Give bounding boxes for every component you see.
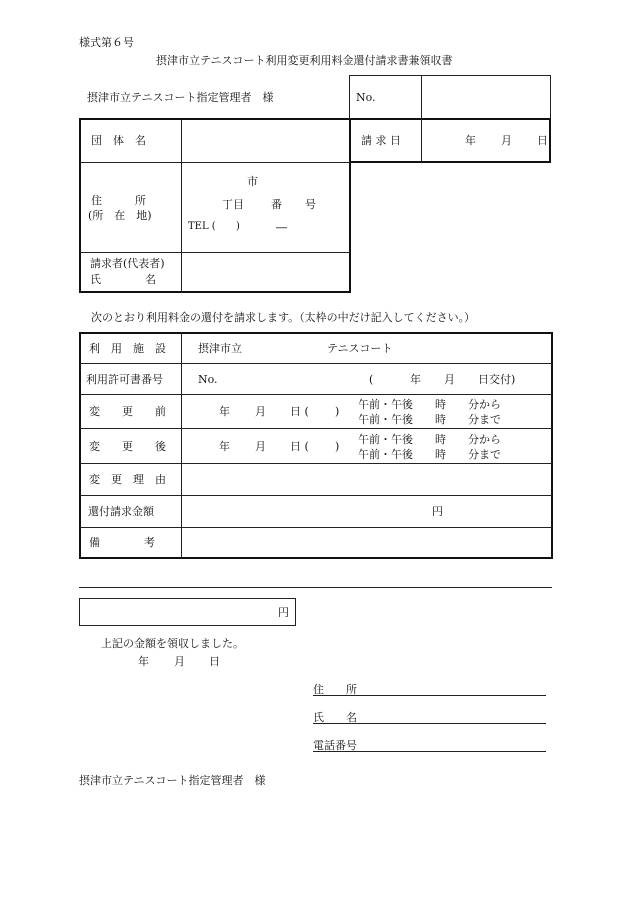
permit-year: 年 (410, 373, 421, 386)
before-label: 変 更 前 (89, 405, 166, 418)
address-label: 住 所 (91, 194, 146, 207)
before-month: 月 (255, 405, 266, 418)
after-day: 日 ( (290, 440, 309, 453)
address-chome: 丁目 (222, 198, 244, 211)
tel-label: TEL ( (188, 221, 216, 232)
request-date-label: 請 求 日 (361, 134, 401, 147)
footer-addressee: 摂津市立テニスコート指定管理者 様 (79, 774, 266, 787)
table-row-divider (80, 527, 552, 528)
before-time-to: 午前・午後 時 分まで (358, 413, 501, 426)
after-change-field[interactable] (183, 430, 552, 462)
table-row-divider (80, 463, 552, 464)
requester-name-field[interactable] (183, 254, 349, 291)
row-divider (80, 252, 350, 253)
receipt-address-label: 住 所 (313, 683, 357, 696)
addressee: 摂津市立テニスコート指定管理者 様 (87, 91, 274, 104)
receipt-address-line[interactable] (313, 695, 546, 696)
receipt-name-label: 氏 名 (313, 711, 357, 724)
before-close-paren: ) (335, 405, 340, 418)
receipt-phone-label: 電話番号 (313, 739, 357, 752)
facility-label: 利 用 施 設 (89, 342, 166, 355)
permit-open-paren: ( (369, 373, 374, 386)
before-time-from: 午前・午後 時 分から (358, 398, 501, 411)
table-row-divider (80, 394, 552, 395)
remarks-label: 備 考 (89, 536, 155, 549)
receipt-year: 年 (138, 655, 149, 668)
after-label: 変 更 後 (89, 440, 166, 453)
requester-label: 請求者(代表者) (90, 257, 165, 270)
permit-month: 月 (444, 373, 455, 386)
before-day: 日 ( (290, 405, 309, 418)
after-month: 月 (255, 440, 266, 453)
receipt-day: 日 (209, 655, 220, 668)
facility-field[interactable] (250, 335, 320, 362)
reason-field[interactable] (183, 465, 552, 494)
after-time-from: 午前・午後 時 分から (358, 433, 501, 446)
permit-number-field[interactable] (220, 366, 360, 392)
table-row-divider (80, 363, 552, 364)
amount-label: 還付請求金額 (88, 505, 154, 518)
receipt-statement: 上記の金額を領収しました。 (101, 637, 244, 650)
before-year: 年 (219, 405, 230, 418)
group-name-field[interactable] (183, 120, 349, 161)
receipt-amount-box[interactable] (79, 598, 296, 626)
request-date-divider (421, 119, 422, 162)
number-field[interactable] (423, 77, 549, 117)
address-sub-label: (所 在 地) (88, 209, 152, 222)
after-time-to: 午前・午後 時 分まで (358, 448, 501, 461)
section-divider (79, 587, 552, 588)
requester-name-label: 氏 名 (90, 273, 156, 286)
permit-label: 利用許可書番号 (86, 373, 163, 386)
requester-label-divider (181, 119, 182, 292)
instruction-text: 次のとおり利用料金の還付を請求します。（太枠の中だけ記入してください。） (91, 311, 476, 324)
permit-issued: 日交付) (478, 373, 516, 386)
form-number: 様式第６号 (79, 36, 134, 49)
page-title: 摂津市立テニスコート利用変更利用料金還付請求書兼領収書 (156, 54, 453, 67)
number-label: No. (356, 91, 376, 104)
table-row-divider (80, 428, 552, 429)
tel-dash: ― (276, 221, 287, 234)
group-name-label: 団 体 名 (91, 134, 146, 147)
tel-close: ) (236, 221, 240, 232)
address-city: 市 (247, 175, 258, 188)
receipt-name-line[interactable] (313, 723, 546, 724)
before-change-field[interactable] (183, 396, 552, 427)
request-date-field[interactable] (423, 121, 549, 161)
after-close-paren: ) (335, 440, 340, 453)
amount-unit: 円 (432, 505, 443, 518)
number-box-divider (421, 75, 422, 119)
address-ban: 番 (271, 198, 282, 211)
table-row-divider (80, 495, 552, 496)
after-year: 年 (219, 440, 230, 453)
facility-suffix: テニスコート (327, 342, 393, 355)
permit-no-label: No. (198, 373, 218, 386)
facility-prefix: 摂津市立 (198, 342, 242, 355)
usage-table-label-divider (181, 333, 182, 558)
amount-field[interactable] (183, 497, 423, 526)
request-date-year: 年 (465, 134, 476, 147)
row-divider (80, 162, 350, 163)
receipt-phone-line[interactable] (313, 751, 546, 752)
receipt-month: 月 (174, 655, 185, 668)
address-go: 号 (305, 198, 316, 211)
remarks-field[interactable] (183, 529, 552, 557)
request-date-month: 月 (501, 134, 512, 147)
request-date-day: 日 (537, 134, 548, 147)
receipt-amount-unit: 円 (278, 606, 289, 619)
reason-label: 変 更 理 由 (89, 473, 166, 486)
address-field[interactable] (183, 164, 349, 251)
